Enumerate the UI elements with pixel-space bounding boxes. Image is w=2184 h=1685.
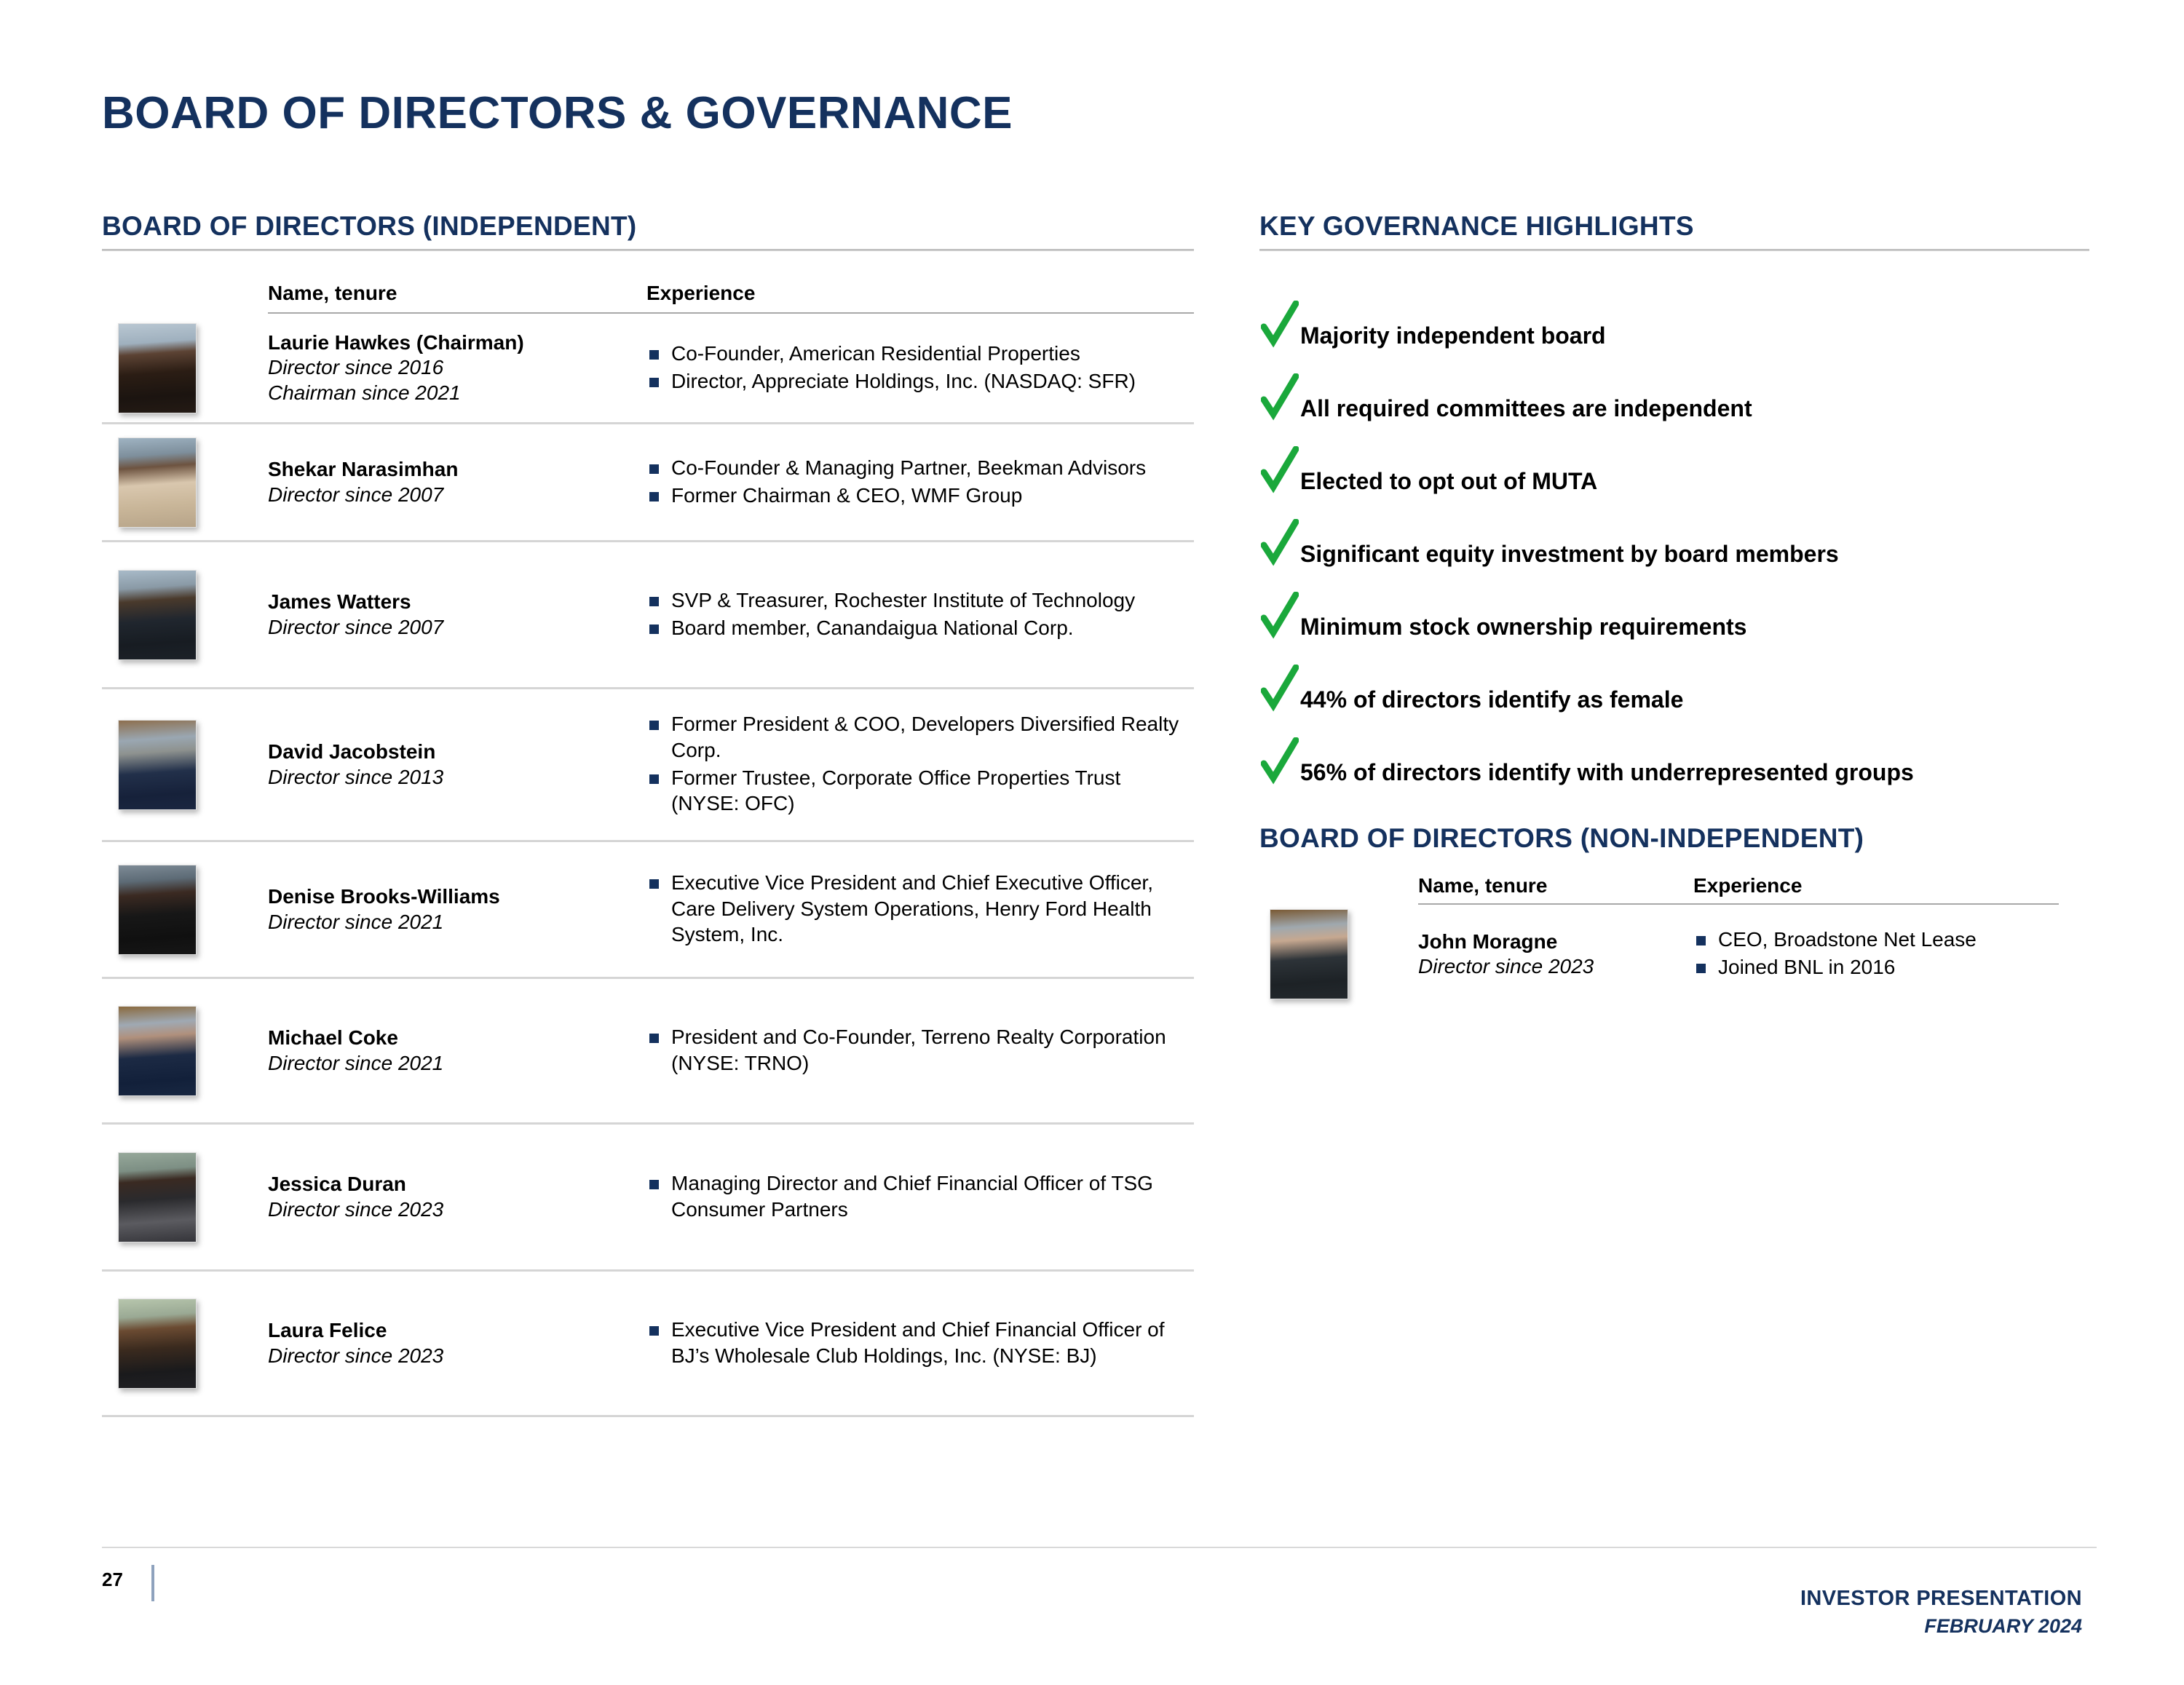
experience-item: SVP & Treasurer, Rochester Institute of Technology xyxy=(646,587,1179,614)
governance-item-label: Minimum stock ownership requirements xyxy=(1300,614,1747,640)
table-row xyxy=(102,314,1194,424)
column-header-experience: Experience xyxy=(1693,874,1803,897)
non-independent-board-table xyxy=(1259,874,2082,999)
director-photo-cell xyxy=(102,1006,268,1096)
experience-item: Former President & COO, Developers Diversified Realty Corp. xyxy=(646,711,1179,764)
director-name-cell xyxy=(268,884,646,934)
director-experience-cell xyxy=(646,711,1194,818)
table-row xyxy=(102,979,1194,1125)
experience-item: Executive Vice President and Chief Executive Officer, Care Delivery System Operations, Henry Ford Health System, Inc. xyxy=(646,870,1179,948)
experience-item: President and Co-Founder, Terreno Realty Corporation (NYSE: TRNO) xyxy=(646,1024,1179,1077)
governance-item-label: Majority independent board xyxy=(1300,322,1606,349)
experience-item: Board member, Canandaigua National Corp. xyxy=(646,615,1179,641)
director-photo-cell xyxy=(102,323,268,413)
experience-list xyxy=(646,1024,1179,1077)
experience-list xyxy=(646,1170,1179,1223)
independent-board-table xyxy=(102,282,1194,1417)
director-tenure-secondary: Chairman since 2021 xyxy=(268,381,461,404)
governance-item-label: All required committees are independent xyxy=(1300,395,1752,421)
director-headshot xyxy=(118,720,197,810)
experience-item: Former Chairman & CEO, WMF Group xyxy=(646,483,1179,509)
director-photo-cell xyxy=(102,570,268,660)
experience-list xyxy=(646,870,1179,948)
check-icon xyxy=(1259,736,1300,790)
experience-item: Executive Vice President and Chief Financial Officer of BJ’s Wholesale Club Holdings, Inc. (NYSE: BJ) xyxy=(646,1317,1179,1369)
director-headshot xyxy=(118,865,197,955)
director-name: Denise Brooks-Williams xyxy=(268,885,500,908)
table-header-divider xyxy=(1418,903,2059,905)
experience-item: Co-Founder & Managing Partner, Beekman Advisors xyxy=(646,455,1179,481)
director-headshot xyxy=(118,1006,197,1096)
table-row xyxy=(1259,909,2082,999)
governance-item-label: Elected to opt out of MUTA xyxy=(1300,468,1598,494)
experience-item: Co-Founder, American Residential Properties xyxy=(646,341,1179,367)
table-row xyxy=(102,424,1194,542)
director-headshot xyxy=(118,1299,197,1389)
director-name-cell xyxy=(268,1026,646,1075)
director-name: Laurie Hawkes (Chairman) xyxy=(268,331,524,354)
page-number: 27 xyxy=(102,1569,123,1590)
governance-item-label: 44% of directors identify as female xyxy=(1300,686,1684,713)
table-row xyxy=(102,689,1194,842)
experience-item: Director, Appreciate Holdings, Inc. (NASDAQ: SFR) xyxy=(646,368,1179,395)
governance-highlights-list xyxy=(1259,280,2082,790)
director-name: John Moragne xyxy=(1418,929,1558,953)
check-icon xyxy=(1259,445,1300,499)
footer-date: FEBRUARY 2024 xyxy=(1924,1615,2082,1637)
director-headshot xyxy=(118,570,197,660)
column-header-experience: Experience xyxy=(646,282,756,304)
governance-item xyxy=(1259,571,2082,644)
director-photo-cell xyxy=(102,720,268,810)
footer-title: INVESTOR PRESENTATION xyxy=(1800,1587,2082,1610)
director-name-cell xyxy=(268,1318,646,1368)
experience-item: Former Trustee, Corporate Office Properties Trust (NYSE: OFC) xyxy=(646,765,1179,817)
director-experience-cell xyxy=(646,455,1194,510)
table-header-row xyxy=(102,282,1194,312)
director-experience-cell xyxy=(1693,927,2082,982)
director-name: Laura Felice xyxy=(268,1319,387,1342)
director-name-cell xyxy=(268,590,646,639)
experience-item: CEO, Broadstone Net Lease xyxy=(1693,927,2068,953)
governance-item xyxy=(1259,717,2082,790)
director-tenure: Director since 2007 xyxy=(268,615,444,638)
governance-item xyxy=(1259,644,2082,717)
experience-list xyxy=(1693,927,2068,980)
footer-divider xyxy=(102,1547,2097,1548)
table-row xyxy=(102,542,1194,689)
director-experience-cell xyxy=(646,1024,1194,1078)
director-photo-cell xyxy=(102,1299,268,1389)
director-headshot xyxy=(118,323,197,413)
director-name-cell xyxy=(268,457,646,507)
experience-list xyxy=(646,455,1179,509)
experience-list xyxy=(646,341,1179,395)
director-photo-cell xyxy=(102,437,268,528)
director-photo-cell xyxy=(1259,909,1418,999)
governance-item xyxy=(1259,280,2082,353)
column-header-name: Name, tenure xyxy=(1418,874,1548,897)
director-name-cell xyxy=(1418,929,1693,979)
experience-item: Joined BNL in 2016 xyxy=(1693,954,2068,980)
governance-item xyxy=(1259,426,2082,499)
column-header-name: Name, tenure xyxy=(268,282,397,304)
director-headshot xyxy=(118,1152,197,1242)
director-tenure: Director since 2007 xyxy=(268,483,444,506)
director-name: James Watters xyxy=(268,590,411,614)
experience-item: Managing Director and Chief Financial Officer of TSG Consumer Partners xyxy=(646,1170,1179,1223)
governance-section xyxy=(1259,211,2082,999)
director-tenure: Director since 2021 xyxy=(268,910,444,933)
director-name-cell xyxy=(268,740,646,789)
governance-item xyxy=(1259,499,2082,571)
table-row xyxy=(102,842,1194,979)
table-header-row xyxy=(1259,874,2082,903)
table-row xyxy=(102,1272,1194,1417)
director-tenure: Director since 2021 xyxy=(268,1051,444,1074)
director-tenure: Director since 2023 xyxy=(268,1344,444,1367)
section-divider xyxy=(1259,249,2089,251)
governance-item-label: Significant equity investment by board members xyxy=(1300,541,1839,567)
director-experience-cell xyxy=(646,341,1194,396)
page-title: BOARD OF DIRECTORS & GOVERNANCE xyxy=(102,88,1013,138)
director-name-cell xyxy=(268,1172,646,1221)
governance-item xyxy=(1259,353,2082,426)
non-independent-board-heading: BOARD OF DIRECTORS (NON-INDEPENDENT) xyxy=(1259,823,1864,853)
independent-board-heading: BOARD OF DIRECTORS (INDEPENDENT) xyxy=(102,211,637,241)
director-tenure: Director since 2013 xyxy=(268,765,444,788)
governance-item-label: 56% of directors identify with underrepresented groups xyxy=(1300,759,1914,785)
check-icon xyxy=(1259,372,1300,426)
check-icon xyxy=(1259,590,1300,644)
director-experience-cell xyxy=(646,1170,1194,1224)
director-name: Jessica Duran xyxy=(268,1173,406,1196)
director-tenure: Director since 2023 xyxy=(1418,955,1594,978)
check-icon xyxy=(1259,663,1300,717)
director-headshot xyxy=(1270,909,1348,999)
director-photo-cell xyxy=(102,865,268,955)
director-name: David Jacobstein xyxy=(268,740,436,764)
director-headshot xyxy=(118,437,197,528)
independent-board-section xyxy=(102,211,1194,1417)
director-tenure: Director since 2023 xyxy=(268,1197,444,1221)
check-icon xyxy=(1259,518,1300,571)
governance-heading: KEY GOVERNANCE HIGHLIGHTS xyxy=(1259,211,1694,241)
page-number-accent-bar xyxy=(151,1565,154,1601)
check-icon xyxy=(1259,299,1300,353)
director-photo-cell xyxy=(102,1152,268,1242)
experience-list xyxy=(646,587,1179,641)
director-tenure: Director since 2016 xyxy=(268,356,444,379)
director-name: Shekar Narasimhan xyxy=(268,458,459,481)
director-name-cell xyxy=(268,330,646,405)
director-experience-cell xyxy=(646,1317,1194,1371)
experience-list xyxy=(646,1317,1179,1369)
table-row xyxy=(102,1125,1194,1272)
footer-branding xyxy=(1800,1587,2082,1638)
section-divider xyxy=(102,249,1194,251)
director-experience-cell xyxy=(646,870,1194,949)
experience-list xyxy=(646,711,1179,817)
director-name: Michael Coke xyxy=(268,1026,398,1050)
director-experience-cell xyxy=(646,587,1194,643)
